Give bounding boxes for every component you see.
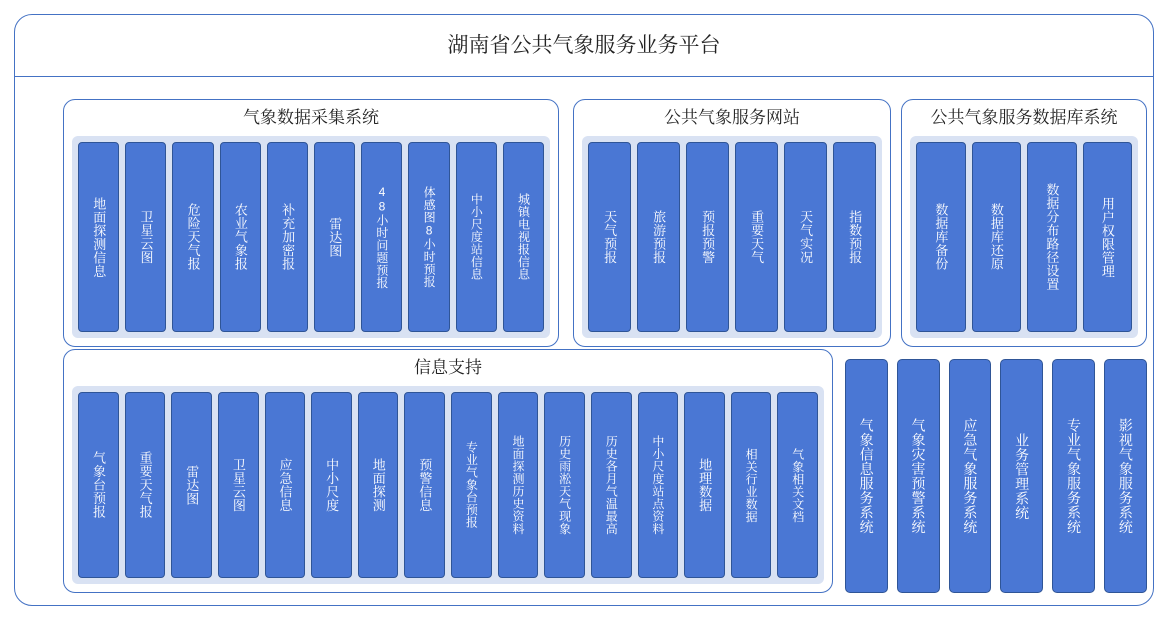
chip-item[interactable]: 预警信息 [404, 392, 445, 578]
group-public-weather-service-website [573, 99, 891, 347]
chip-item[interactable]: 用户权限管理 [1083, 142, 1133, 332]
chip-item[interactable]: 历史雨淞天气现象 [544, 392, 585, 578]
chip-item[interactable]: 气象相关文档 [777, 392, 818, 578]
chip-item[interactable]: 应急信息 [265, 392, 306, 578]
chip-item[interactable]: 农业气象报 [220, 142, 261, 332]
chip-item[interactable]: 旅游预报 [637, 142, 680, 332]
group-information-support [63, 349, 833, 593]
group-body [72, 136, 550, 338]
chip-item[interactable]: 历史各月气温最高 [591, 392, 632, 578]
chip-item[interactable]: 重要天气 [735, 142, 778, 332]
chip-item[interactable]: 城镇电视报信息 [503, 142, 544, 332]
chip-item[interactable]: 天气实况 [784, 142, 827, 332]
standalone-system-item[interactable]: 专业气象服务系统 [1052, 359, 1095, 593]
chip-item[interactable]: 气象台预报 [78, 392, 119, 578]
chip-item[interactable]: 天气预报 [588, 142, 631, 332]
chip-item[interactable]: 数据库备份 [916, 142, 966, 332]
chip-list [78, 392, 818, 578]
chip-item[interactable]: 卫星云图 [125, 142, 166, 332]
chip-item[interactable]: 卫星云图 [218, 392, 259, 578]
group-body [72, 386, 824, 584]
page-title: 湖南省公共气象服务业务平台 [15, 15, 1153, 77]
group-title: 信息支持 [414, 358, 482, 377]
chip-list [588, 142, 876, 332]
group-title: 气象数据采集系统 [243, 108, 379, 127]
group-title: 公共气象服务网站 [664, 108, 800, 127]
chip-item[interactable]: 中小尺度 [311, 392, 352, 578]
standalone-system-item[interactable]: 业务管理系统 [1000, 359, 1043, 593]
chip-item[interactable]: 专业气象台预报 [451, 392, 492, 578]
chip-item[interactable]: 相关行业数据 [731, 392, 772, 578]
chip-item[interactable]: 地面探测信息 [78, 142, 119, 332]
chip-item[interactable]: 体感图8小时预报 [408, 142, 449, 332]
chip-item[interactable]: 指数预报 [833, 142, 876, 332]
standalone-system-item[interactable]: 气象灾害预警系统 [897, 359, 940, 593]
group-title: 公共气象服务数据库系统 [930, 108, 1118, 127]
chip-item[interactable]: 中小尺度站信息 [456, 142, 497, 332]
group-public-weather-service-database [901, 99, 1147, 347]
group-body [910, 136, 1138, 338]
standalone-system-item[interactable]: 气象信息服务系统 [845, 359, 888, 593]
chip-item[interactable]: 雷达图 [171, 392, 212, 578]
standalone-system-item[interactable]: 应急气象服务系统 [949, 359, 992, 593]
chip-list [78, 142, 544, 332]
group-body [582, 136, 882, 338]
chip-item[interactable]: 48小时问题预报 [361, 142, 402, 332]
chip-item[interactable]: 地面探测 [358, 392, 399, 578]
chip-list [916, 142, 1132, 332]
group-weather-data-collection [63, 99, 559, 347]
platform-frame [14, 14, 1154, 606]
chip-item[interactable]: 数据库还原 [972, 142, 1022, 332]
chip-item[interactable]: 雷达图 [314, 142, 355, 332]
chip-item[interactable]: 补充加密报 [267, 142, 308, 332]
chip-item[interactable]: 中小尺度站点资料 [638, 392, 679, 578]
chip-item[interactable]: 预报预警 [686, 142, 729, 332]
chip-item[interactable]: 地理数据 [684, 392, 725, 578]
standalone-system-item[interactable]: 影视气象服务系统 [1104, 359, 1147, 593]
chip-item[interactable]: 重要天气报 [125, 392, 166, 578]
chip-item[interactable]: 危险天气报 [172, 142, 213, 332]
chip-item[interactable]: 地面探测历史资料 [498, 392, 539, 578]
standalone-systems-list [845, 359, 1147, 593]
chip-item[interactable]: 数据分布路径设置 [1027, 142, 1077, 332]
